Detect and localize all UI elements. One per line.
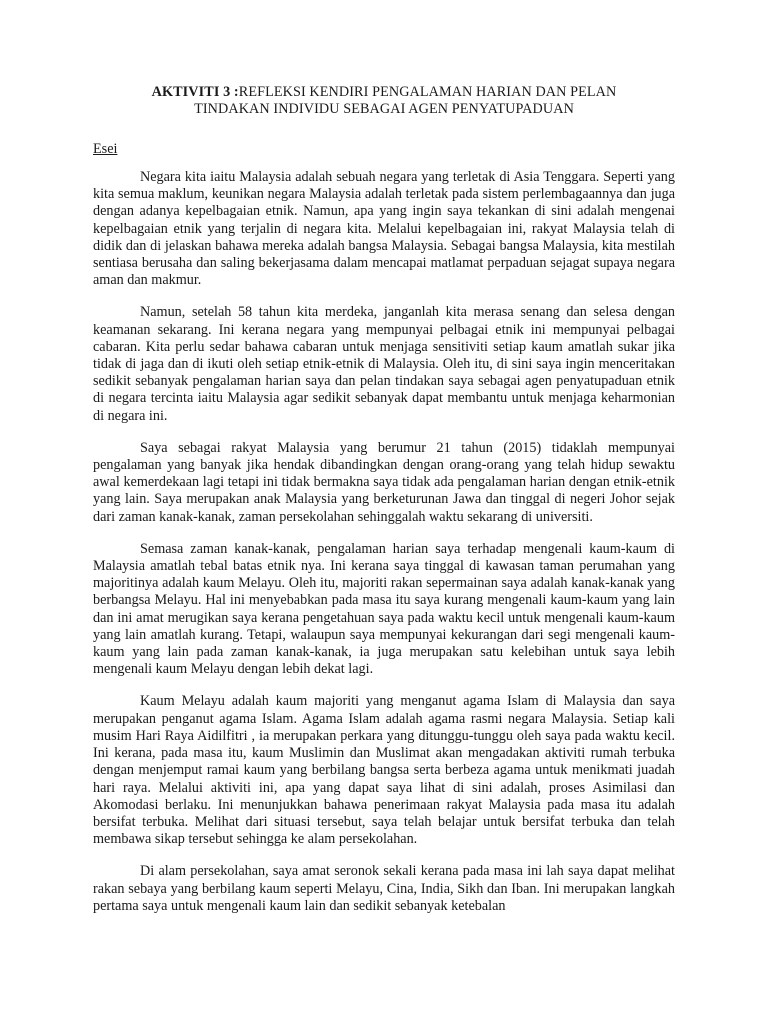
title-line-1: REFLEKSI KENDIRI PENGALAMAN HARIAN DAN PELAN	[238, 84, 617, 100]
document-title	[93, 84, 675, 118]
title-line-2: TINDAKAN INDIVIDU SEBAGAI AGEN PENYATUPADUAN	[194, 101, 574, 117]
document-page	[93, 84, 675, 915]
essay-paragraph-4: Semasa zaman kanak-kanak, pengalaman harian saya terhadap mengenali kaum-kaum di Malaysia amatlah tebal batas etnik nya. Ini kerana saya tinggal di kawasan taman perumahan yang majoritinya adalah kaum Melayu. Oleh itu, majoriti rakan sepermainan saya adalah kanak-kanak yang berbangsa Melayu. Hal ini menyebabkan pada masa itu saya kurang mengenali kaum-kaum yang lain dan ini amat merugikan saya kerana pengetahuan saya pada waktu kecil untuk mengenali kaum-kaum yang lain amatlah kurang. Tetapi, walaupun saya mempunyai kekurangan dari segi mengenali kaum-kaum yang lain pada zaman kanak-kanak, ia juga merupakan satu kelebihan untuk saya lebih mengenali kaum Melayu dengan lebih dekat lagi.	[93, 540, 675, 678]
essay-paragraph-5: Kaum Melayu adalah kaum majoriti yang menganut agama Islam di Malaysia dan saya merupakan penganut agama Islam. Agama Islam adalah agama rasmi negara Malaysia. Setiap kali musim Hari Raya Aidilfitri , ia merupakan perkara yang ditunggu-tunggu oleh saya pada waktu kecil. Ini kerana, pada masa itu, kaum Muslimin dan Muslimat akan mengadakan aktiviti rumah terbuka dengan menjemput ramai kaum yang berbilang bangsa serta berbeza agama untuk menikmati juadah hari raya. Melalui aktiviti ini, apa yang dapat saya lihat di sini adalah, proses Asimilasi dan Akomodasi berlaku. Ini menunjukkan bahawa penerimaan rakyat Malaysia pada masa itu adalah bersifat terbuka. Melihat dari situasi tersebut, saya telah belajar untuk bersifat terbuka dan telah membawa sikap tersebut sehingga ke alam persekolahan.	[93, 693, 675, 848]
essay-paragraph-3: Saya sebagai rakyat Malaysia yang berumur 21 tahun (2015) tidaklah mempunyai pengalaman yang banyak jika hendak dibandingkan dengan orang-orang yang telah hidup sewaktu awal kemerdekaan lagi tetapi ini tidak bermakna saya tidak ada pengalaman harian dengan etnik-etnik yang lain. Saya merupakan anak Malaysia yang berketurunan Jawa dan tinggal di negeri Johor sejak dari zaman kanak-kanak, zaman persekolahan sehinggalah waktu sekarang di universiti.	[93, 439, 675, 525]
essay-paragraph-2: Namun, setelah 58 tahun kita merdeka, janganlah kita merasa senang dan selesa dengan keamanan sekarang. Ini kerana negara yang mempunyai pelbagai etnik ini mempunyai pelbagai cabaran. Kita perlu sedar bahawa cabaran untuk menjaga sensitiviti setiap kaum amatlah sukar jika tidak di jaga dan di ikuti oleh setiap etnik-etnik di Malaysia. Oleh itu, di sini saya ingin menceritakan sedikit sebanyak pengalaman harian saya dan pelan tindakan saya sebagai agen penyatupaduan etnik di negara tercinta iaitu Malaysia agar sedikit sebanyak dapat membantu untuk menjaga keharmonian di negara ini.	[93, 304, 675, 424]
essay-paragraph-1: Negara kita iaitu Malaysia adalah sebuah negara yang terletak di Asia Tenggara. Seperti yang kita semua maklum, keunikan negara Malaysia adalah terletak pada sistem perlembagaannya dan juga dengan adanya kepelbagaian etnik. Namun, apa yang ingin saya tekankan di sini adalah mengenai kepelbagaian etnik yang terjalin di negara kita. Melalui kepelbagaian ini, rakyat Malaysia telah di didik dan di jelaskan bahawa mereka adalah bangsa Malaysia. Sebagai bangsa Malaysia, kita mestilah sentiasa berusaha dan saling bekerjasama dalam mencapai matlamat perpaduan sejagat supaya negara aman dan makmur.	[93, 169, 675, 289]
essay-paragraph-6: Di alam persekolahan, saya amat seronok sekali kerana pada masa ini lah saya dapat melihat rakan sebaya yang berbilang kaum seperti Melayu, Cina, India, Sikh dan Iban. Ini merupakan langkah pertama saya untuk mengenali kaum lain dan sedikit sebanyak ketebalan	[93, 863, 675, 914]
title-activity-label: AKTIVITI 3 :	[151, 84, 239, 100]
section-label-esei: Esei	[93, 141, 118, 157]
